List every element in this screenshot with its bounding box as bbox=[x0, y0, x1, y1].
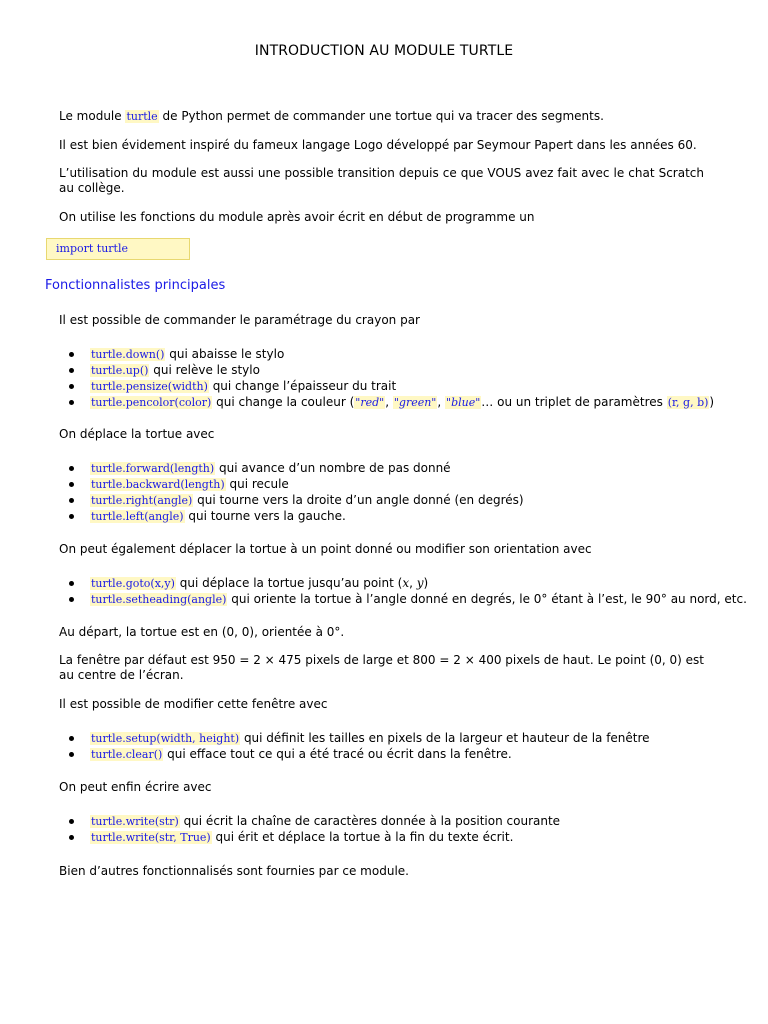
inline-code: turtle.right(angle) bbox=[91, 494, 193, 507]
item-text: qui efface tout ce qui a été tracé ou écrit dans la fenêtre. bbox=[163, 747, 512, 761]
inline-code: turtle.pencolor(color) bbox=[91, 396, 212, 409]
list-item bbox=[60, 813, 560, 829]
item-text: qui définit les tailles en pixels de la largeur et hauteur de la fenêtre bbox=[240, 731, 650, 745]
list-item bbox=[60, 508, 524, 524]
item-text: , bbox=[409, 576, 417, 590]
modifier-list bbox=[60, 730, 650, 762]
list-item bbox=[60, 492, 524, 508]
item-text: qui tourne vers la droite d’un angle donné (en degrés) bbox=[193, 493, 524, 507]
item-text: qui change la couleur ( bbox=[212, 395, 355, 409]
inline-string: "green" bbox=[393, 396, 437, 409]
inline-code: turtle.setup(width, height) bbox=[91, 732, 240, 745]
intro-text: Le module bbox=[59, 109, 126, 123]
intro-paragraph-2: Il est bien évidement inspiré du fameux langage Logo développé par Seymour Papert dans les années 60. bbox=[59, 138, 697, 152]
intro-paragraph-1 bbox=[59, 109, 704, 124]
item-text: ) bbox=[709, 395, 715, 409]
inline-code: turtle.forward(length) bbox=[91, 462, 215, 475]
item-text: … ou un triplet de paramètres bbox=[481, 395, 667, 409]
section-heading: Fonctionnalistes principales bbox=[45, 278, 226, 293]
item-text: ) bbox=[423, 576, 429, 590]
deplace-list bbox=[60, 460, 524, 524]
list-item bbox=[60, 730, 650, 746]
point-lead: On peut également déplacer la tortue à un point donné ou modifier son orientation avec bbox=[59, 542, 592, 556]
list-item bbox=[60, 476, 524, 492]
list-item bbox=[60, 746, 650, 762]
fenetre-paragraph: La fenêtre par défaut est 950 = 2 × 475 pixels de large et 800 = 2 × 400 pixels de haut. Le point (0, 0) est au centre de l’écran. bbox=[59, 653, 704, 682]
item-text: qui avance d’un nombre de pas donné bbox=[215, 461, 451, 475]
math-var: y bbox=[416, 576, 424, 590]
math-var: x bbox=[402, 576, 410, 590]
intro-text: de Python permet de commander une tortue qui va tracer des segments. bbox=[158, 109, 604, 123]
inline-code: turtle.pensize(width) bbox=[91, 380, 208, 393]
inline-code: turtle.backward(length) bbox=[91, 478, 225, 491]
list-item bbox=[60, 346, 714, 362]
item-text: qui tourne vers la gauche. bbox=[184, 509, 346, 523]
item-text: qui relève le stylo bbox=[149, 363, 260, 377]
depart-paragraph: Au départ, la tortue est en (0, 0), orientée à 0°. bbox=[59, 625, 345, 639]
item-text: qui change l’épaisseur du trait bbox=[208, 379, 397, 393]
ecrire-list bbox=[60, 813, 560, 845]
deplace-lead: On déplace la tortue avec bbox=[59, 427, 215, 441]
inline-code: turtle.clear() bbox=[91, 748, 163, 761]
list-item bbox=[60, 829, 560, 845]
conclusion-paragraph: Bien d’autres fonctionnalisés sont fournies par ce module. bbox=[59, 864, 409, 878]
list-item bbox=[60, 394, 714, 410]
list-item bbox=[60, 460, 524, 476]
ecrire-lead: On peut enfin écrire avec bbox=[59, 780, 212, 794]
crayon-list bbox=[60, 346, 714, 410]
item-text: , bbox=[437, 395, 446, 409]
inline-string: "red" bbox=[355, 396, 385, 409]
list-item bbox=[60, 362, 714, 378]
inline-code: turtle.setheading(angle) bbox=[91, 593, 227, 606]
intro-paragraph-3: L’utilisation du module est aussi une possible transition depuis ce que VOUS avez fait avec le chat Scratch au collège. bbox=[59, 166, 704, 195]
inline-string: "blue" bbox=[446, 396, 481, 409]
intro-paragraph-4: On utilise les fonctions du module après avoir écrit en début de programme un bbox=[59, 210, 535, 224]
crayon-lead: Il est possible de commander le paramétrage du crayon par bbox=[59, 313, 420, 327]
inline-code: turtle.write(str, True) bbox=[91, 831, 211, 844]
inline-code: (r, g, b) bbox=[667, 396, 709, 409]
point-list bbox=[60, 575, 747, 607]
inline-code: turtle.up() bbox=[91, 364, 149, 377]
item-text: qui abaisse le stylo bbox=[165, 347, 285, 361]
list-item bbox=[60, 575, 747, 591]
item-text: qui recule bbox=[225, 477, 289, 491]
item-text: qui écrit la chaîne de caractères donnée à la position courante bbox=[179, 814, 561, 828]
inline-code: turtle bbox=[126, 110, 158, 123]
item-text: , bbox=[385, 395, 393, 409]
item-text: qui oriente la tortue à l’angle donné en degrés, le 0° étant à l’est, le 90° au nord, etc. bbox=[227, 592, 747, 606]
list-item bbox=[60, 591, 747, 607]
inline-code: turtle.left(angle) bbox=[91, 510, 184, 523]
item-text: qui érit et déplace la tortue à la fin du texte écrit. bbox=[211, 830, 514, 844]
item-text: qui déplace la tortue jusqu’au point ( bbox=[175, 576, 403, 590]
import-code-block: import turtle bbox=[46, 238, 190, 260]
page-title: INTRODUCTION AU MODULE TURTLE bbox=[254, 43, 514, 59]
inline-code: turtle.write(str) bbox=[91, 815, 179, 828]
list-item bbox=[60, 378, 714, 394]
inline-code: turtle.goto(x,y) bbox=[91, 577, 175, 590]
inline-code: turtle.down() bbox=[91, 348, 165, 361]
modifier-lead: Il est possible de modifier cette fenêtre avec bbox=[59, 697, 328, 711]
